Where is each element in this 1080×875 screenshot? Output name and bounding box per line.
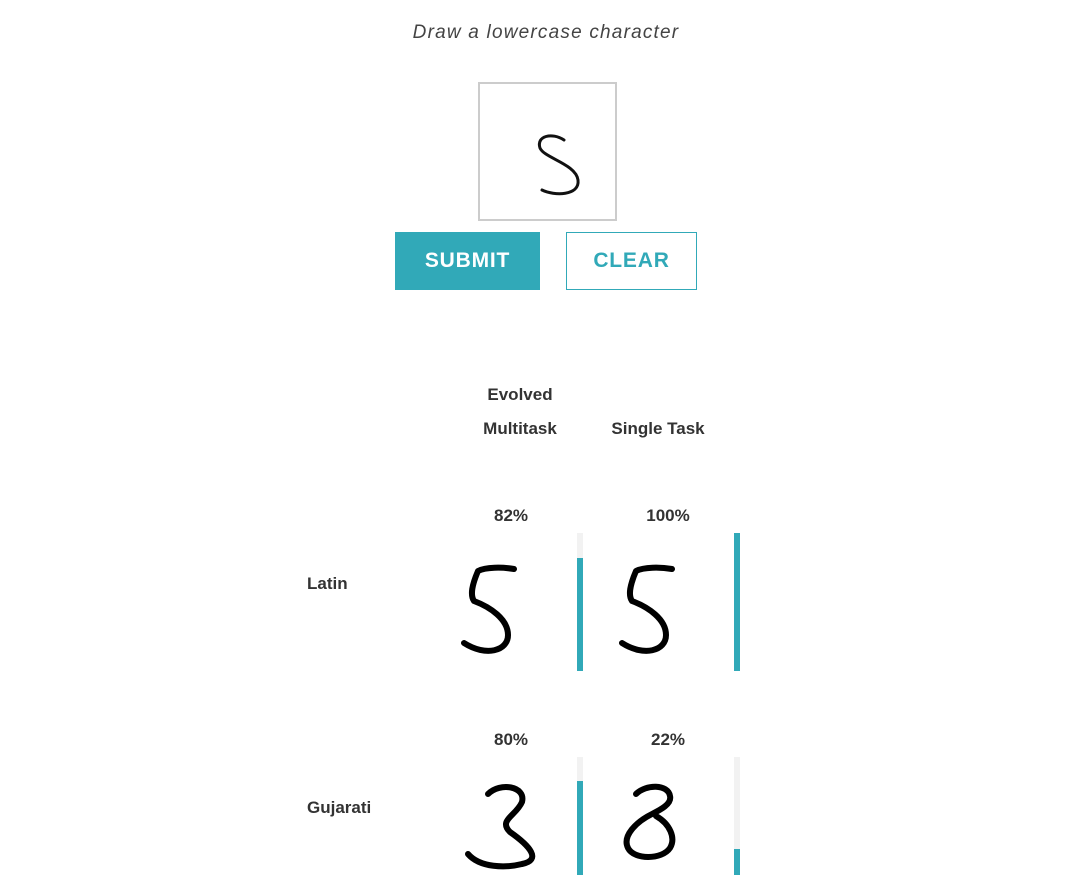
latin-evolved-confidence-bar (577, 533, 583, 671)
gujarati-glyph-icon (612, 776, 702, 875)
gujarati-single-confidence-fill (734, 849, 740, 875)
submit-button[interactable]: SUBMIT (395, 232, 540, 290)
latin-evolved-percent: 82% (493, 506, 529, 525)
gujarati-glyph-icon (450, 776, 550, 875)
clear-button[interactable]: CLEAR (566, 232, 697, 290)
latin-single-confidence-bar (734, 533, 740, 671)
row-label-gujarati: Gujarati (307, 798, 372, 817)
latin-single-confidence-fill (734, 533, 740, 671)
handwritten-s-icon (480, 84, 619, 223)
column-header-evolved-line2: Multitask (483, 419, 557, 438)
instruction-text: Draw a lowercase character (412, 22, 680, 43)
latin-s-glyph-icon (608, 555, 698, 665)
latin-s-glyph-icon (450, 555, 540, 665)
gujarati-single-confidence-bar (734, 757, 740, 875)
gujarati-evolved-confidence-bar (577, 757, 583, 875)
latin-evolved-confidence-fill (577, 558, 583, 671)
gujarati-single-percent: 22% (650, 730, 686, 749)
gujarati-evolved-confidence-fill (577, 781, 583, 875)
column-header-evolved-multitask (470, 378, 570, 446)
gujarati-evolved-percent: 80% (493, 730, 529, 749)
latin-single-percent: 100% (646, 506, 690, 525)
column-header-single-task: Single Task (611, 419, 705, 438)
drawing-canvas[interactable] (478, 82, 617, 221)
row-label-latin: Latin (307, 574, 348, 593)
column-header-evolved-line1: Evolved (487, 385, 553, 404)
